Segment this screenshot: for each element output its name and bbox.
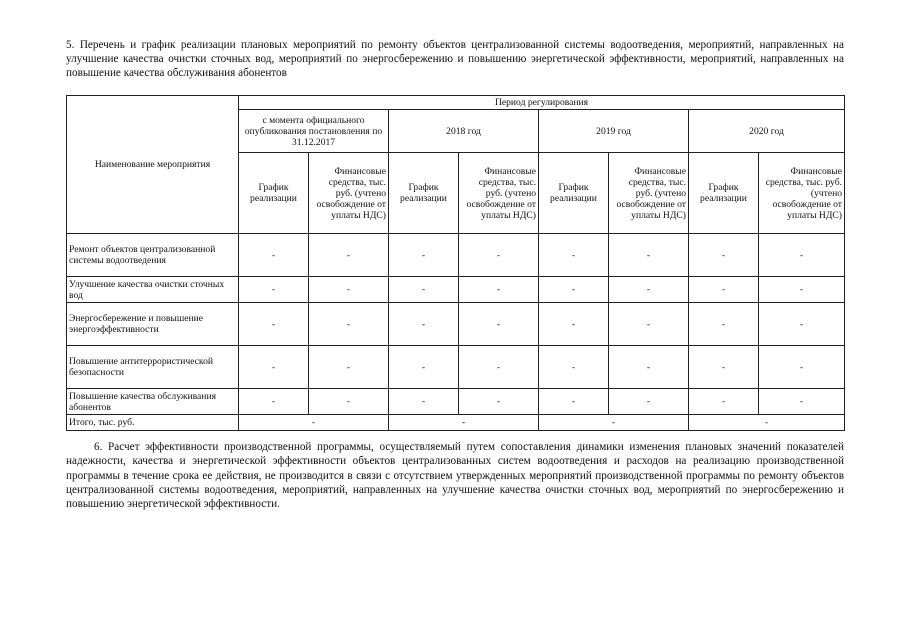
finance-subheader: Финансовые средства, тыс. руб. (учтено освобождение от уплаты НДС) bbox=[309, 153, 389, 234]
activity-name-header: Наименование мероприятия bbox=[67, 96, 239, 234]
table-cell: - bbox=[389, 277, 459, 303]
table-cell: - bbox=[539, 346, 609, 389]
total-cell: - bbox=[389, 415, 539, 431]
regulation-period-header: Период регулирования bbox=[239, 96, 845, 110]
activity-name: Повышение качества обслуживания абонентов bbox=[67, 389, 239, 415]
total-cell: - bbox=[689, 415, 845, 431]
table-row bbox=[67, 277, 845, 303]
table-cell: - bbox=[609, 389, 689, 415]
section-5-heading: 5. Перечень и график реализации плановых мероприятий по ремонту объектов централизованной системы водоотведения, мероприятий, направленных на улучшение качества очистки сточных вод, мероприятий по энергосбережению и повышению энергетической эффективности, мероприятий, направленных на повышение качества обслуживания абонентов bbox=[66, 39, 844, 79]
table-cell: - bbox=[609, 346, 689, 389]
table-cell: - bbox=[459, 303, 539, 346]
table-cell: - bbox=[539, 234, 609, 277]
section-6-paragraph: 6. Расчет эффективности производственной программы, осуществляемый путем сопоставления динамики изменения плановых значений показателей надежности, качества и энергетической эффективности объектов централизованных систем водоотведения и расходов на реализацию производственной программы в течение срока ее действия, не производится в связи с отсутствием утвержденных мероприятий производственной программы по ремонту объектов централизованной системы водоотведения, мероприятий, направленных на улучшение качества очистки сточных вод, мероприятий по энергосбережению и повышению энергетической эффективности. bbox=[66, 441, 844, 511]
schedule-subheader: График реализации bbox=[389, 153, 459, 234]
finance-subheader: Финансовые средства, тыс. руб. (учтено освобождение от уплаты НДС) bbox=[609, 153, 689, 234]
table-cell: - bbox=[459, 277, 539, 303]
activity-name: Ремонт объектов централизованной системы водоотведения bbox=[67, 234, 239, 277]
table-cell: - bbox=[689, 277, 759, 303]
schedule-subheader: График реализации bbox=[539, 153, 609, 234]
total-cell: - bbox=[539, 415, 689, 431]
schedule-subheader: График реализации bbox=[689, 153, 759, 234]
table-cell: - bbox=[539, 303, 609, 346]
table-cell: - bbox=[239, 277, 309, 303]
table-cell: - bbox=[689, 389, 759, 415]
table-cell: - bbox=[389, 234, 459, 277]
table-cell: - bbox=[459, 234, 539, 277]
finance-subheader: Финансовые средства, тыс. руб. (учтено освобождение от уплаты НДС) bbox=[459, 153, 539, 234]
table-row bbox=[67, 346, 845, 389]
table-cell: - bbox=[239, 303, 309, 346]
table-row bbox=[67, 234, 845, 277]
period-header-2017: с момента официального опубликования постановления по 31.12.2017 bbox=[239, 110, 389, 153]
table-cell: - bbox=[459, 346, 539, 389]
table-cell: - bbox=[689, 234, 759, 277]
table-cell: - bbox=[239, 346, 309, 389]
period-header-2019: 2019 год bbox=[539, 110, 689, 153]
activities-schedule-table bbox=[66, 95, 845, 431]
table-cell: - bbox=[609, 303, 689, 346]
table-cell: - bbox=[389, 346, 459, 389]
table-cell: - bbox=[389, 303, 459, 346]
period-header-2018: 2018 год bbox=[389, 110, 539, 153]
table-cell: - bbox=[759, 389, 845, 415]
table-row bbox=[67, 389, 845, 415]
finance-subheader: Финансовые средства, тыс. руб. (учтено освобождение от уплаты НДС) bbox=[759, 153, 845, 234]
table-cell: - bbox=[609, 234, 689, 277]
table-cell: - bbox=[389, 389, 459, 415]
table-cell: - bbox=[309, 277, 389, 303]
table-cell: - bbox=[309, 234, 389, 277]
total-label: Итого, тыс. руб. bbox=[67, 415, 239, 431]
total-row bbox=[67, 415, 845, 431]
table-row bbox=[67, 303, 845, 346]
table-cell: - bbox=[759, 303, 845, 346]
table-cell: - bbox=[609, 277, 689, 303]
activity-name: Энергосбережение и повышение энергоэффективности bbox=[67, 303, 239, 346]
table-cell: - bbox=[759, 277, 845, 303]
activity-name: Повышение антитеррористической безопасности bbox=[67, 346, 239, 389]
table-cell: - bbox=[539, 277, 609, 303]
schedule-subheader: График реализации bbox=[239, 153, 309, 234]
table-cell: - bbox=[759, 234, 845, 277]
activity-name: Улучшение качества очистки сточных вод bbox=[67, 277, 239, 303]
table-cell: - bbox=[539, 389, 609, 415]
total-cell: - bbox=[239, 415, 389, 431]
table-cell: - bbox=[239, 234, 309, 277]
table-cell: - bbox=[309, 346, 389, 389]
table-cell: - bbox=[459, 389, 539, 415]
period-header-2020: 2020 год bbox=[689, 110, 845, 153]
table-cell: - bbox=[309, 389, 389, 415]
table-cell: - bbox=[689, 346, 759, 389]
table-cell: - bbox=[309, 303, 389, 346]
table-cell: - bbox=[689, 303, 759, 346]
table-cell: - bbox=[759, 346, 845, 389]
table-cell: - bbox=[239, 389, 309, 415]
